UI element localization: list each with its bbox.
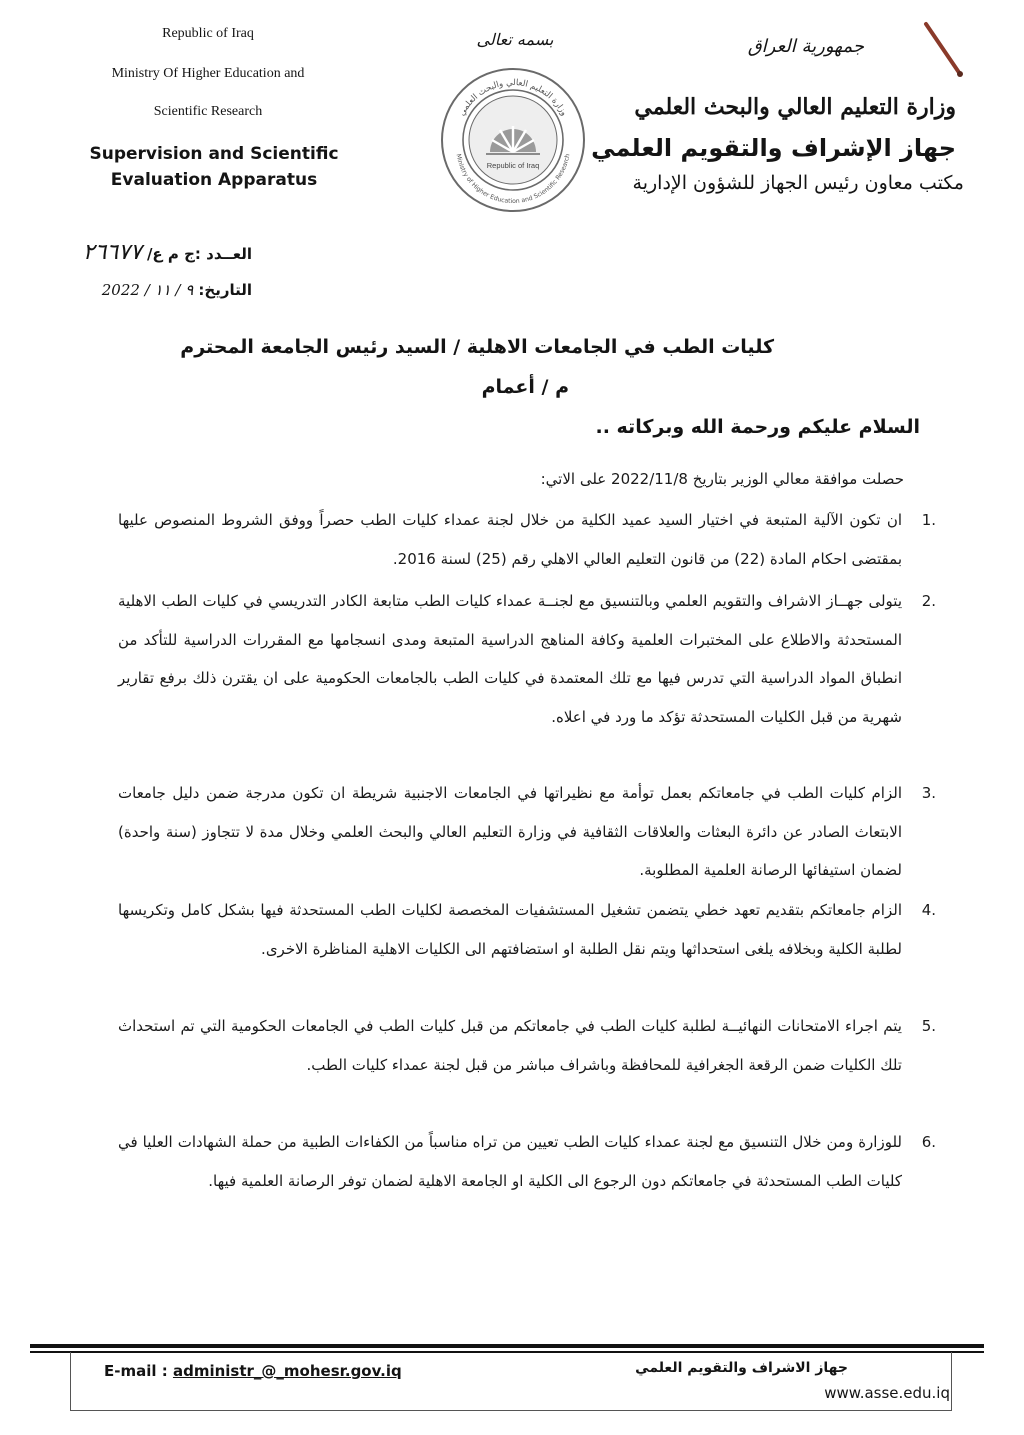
footer-email-link[interactable]: administr_@_mohesr.gov.iq (172, 1362, 402, 1380)
list-item-text: الزام كليات الطب في جامعاتكم بعمل توأمة مع نظيراتها في الجامعات الاجنبية شريطة ان تكون مدرجة ضمن دليل جامعات الابتعاث الصادر عن دائرة البعثات والعلاقات الثقافية في وزارة التعليم العالي والبحث العلمي وخلال مدة لا تتجاوز (سنة واحدة) لضمان استيفائها الرصانة العلمية المطلوبة. (118, 784, 902, 880)
list-item-number: 6. (921, 1133, 936, 1151)
list-item-number: 3. (921, 784, 936, 802)
reference-date-value: ٩ / ١١ / 2022 (101, 281, 194, 299)
footer-ar-apparatus: جهاز الاشراف والتقويم العلمي (635, 1360, 848, 1376)
greeting-line: السلام عليكم ورحمة الله وبركاته .. (595, 416, 920, 438)
reference-number-label: العــدد :ج م ع/ (146, 245, 252, 263)
reference-number (52, 240, 252, 270)
list-item-text: يتم اجراء الامتحانات النهائيــة لطلبة كليات الطب في جامعاتكم من قبل كليات الطب في الجامعات الحكومية التي تم استحداث تلك الكليات ضمن الرقعة الجغرافية للمحافظة وباشراف مباشر من قبل لجنة عمداء كليات الطب. (118, 1017, 902, 1074)
reference-date (80, 280, 252, 314)
basmala: بسمه تعالى (476, 30, 554, 49)
list-item-6 (118, 1123, 936, 1200)
list-item-text: ان تكون الآلية المتبعة في اختيار السيد عميد الكلية من خلال لجنة عمداء كليات الطب حصراً ووفق الشروط المنصوص عليها بمقتضى احكام المادة (22) من قانون التعليم العالي الاهلي رقم (25) لسنة 2016. (118, 511, 902, 568)
list-item-5 (118, 1007, 936, 1084)
footer-rule-thick (30, 1344, 984, 1348)
seal-center-text: Republic of Iraq (486, 161, 540, 170)
addressee-line: كليات الطب في الجامعات الاهلية / السيد رئيس الجامعة المحترم (180, 336, 774, 358)
pen-stroke-mark (918, 18, 970, 84)
list-item-text: يتولى جهــاز الاشراف والتقويم العلمي وبالتنسيق مع لجنــة عمداء كليات الطب متابعة الكادر التدريسي في كليات الطب الاهلية المستحدثة والاطلاع على المختبرات العلمية وكافة المناهج الدراسية المتبعة ومدى انسجامها مع المقررات الدراسية للتأكد من انطباق المواد الدراسية التي تدرس فيها مع تلك المعتمدة في كليات الطب بالجامعات الحكومية على ان يقترن ذلك برفع تقارير شهرية من قبل الكليات المستحدثة تؤكد ما ورد في اعلاه. (118, 592, 902, 726)
reference-date-label: التاريخ: (198, 281, 252, 299)
footer-website-link[interactable]: www.asse.edu.iq (824, 1384, 950, 1402)
list-item-number: 5. (921, 1017, 936, 1035)
header-ar-office: مكتب معاون رئيس الجهاز للشؤون الإدارية (632, 172, 964, 194)
header-ar-republic: جمهورية العراق (747, 36, 864, 57)
header-ar-apparatus: جهاز الإشراف والتقويم العلمي (591, 134, 956, 162)
reference-number-value: ٢٦٦٧٧ (82, 240, 142, 265)
header-en-ministry: Ministry Of Higher Education and (111, 66, 305, 81)
header-en-apparatus-1: Supervision and Scientific (89, 144, 339, 164)
header-en-research: Scientific Research (153, 104, 263, 119)
footer-email-label: E-mail : (104, 1362, 173, 1380)
seal-arc-en: Ministry of Higher Education and Scientific Research (454, 153, 572, 206)
list-item-text: للوزارة ومن خلال التنسيق مع لجنة عمداء كليات الطب تعيين من تراه مناسباً من الكفاءات الطبية من حملة الشهادات العليا في كليات الطب المستحدثة في جامعاتكم دون الرجوع الى الكلية او الجامعة الاهلية لضمان توفر الرصانة العلمية فيها. (118, 1133, 902, 1190)
header-en-apparatus-2: Evaluation Apparatus (110, 170, 318, 190)
list-item-3 (118, 774, 936, 890)
seal-arc-ar: وزارة التعليم العالي والبحث العلمي (457, 77, 569, 118)
intro-paragraph: حصلت موافقة معالي الوزير بتاريخ 2022/11/8 على الاتي: (540, 470, 904, 488)
list-item-number: 4. (921, 901, 936, 919)
header-en-republic: Republic of Iraq (162, 26, 254, 41)
list-item-number: 2. (921, 592, 936, 610)
footer-email (104, 1362, 402, 1380)
list-item-2 (118, 582, 936, 736)
list-item-text: الزام جامعاتكم بتقديم تعهد خطي يتضمن تشغيل المستشفيات المخصصة لكليات الطب المستحدثة فيها بشكل كامل وتكريسها لطلبة الكلية وبخلافه يلغى استحداثها ويتم نقل الطلبة او استضافتهم الى الكليات الاهلية المناظرة الاخرى. (118, 901, 902, 958)
list-item-4 (118, 891, 936, 968)
ministry-seal-logo (438, 66, 588, 214)
subject-line: م / أعمام (481, 376, 569, 398)
list-item-1 (118, 501, 936, 578)
list-item-number: 1. (921, 511, 936, 529)
header-ar-ministry: وزارة التعليم العالي والبحث العلمي (634, 94, 956, 120)
